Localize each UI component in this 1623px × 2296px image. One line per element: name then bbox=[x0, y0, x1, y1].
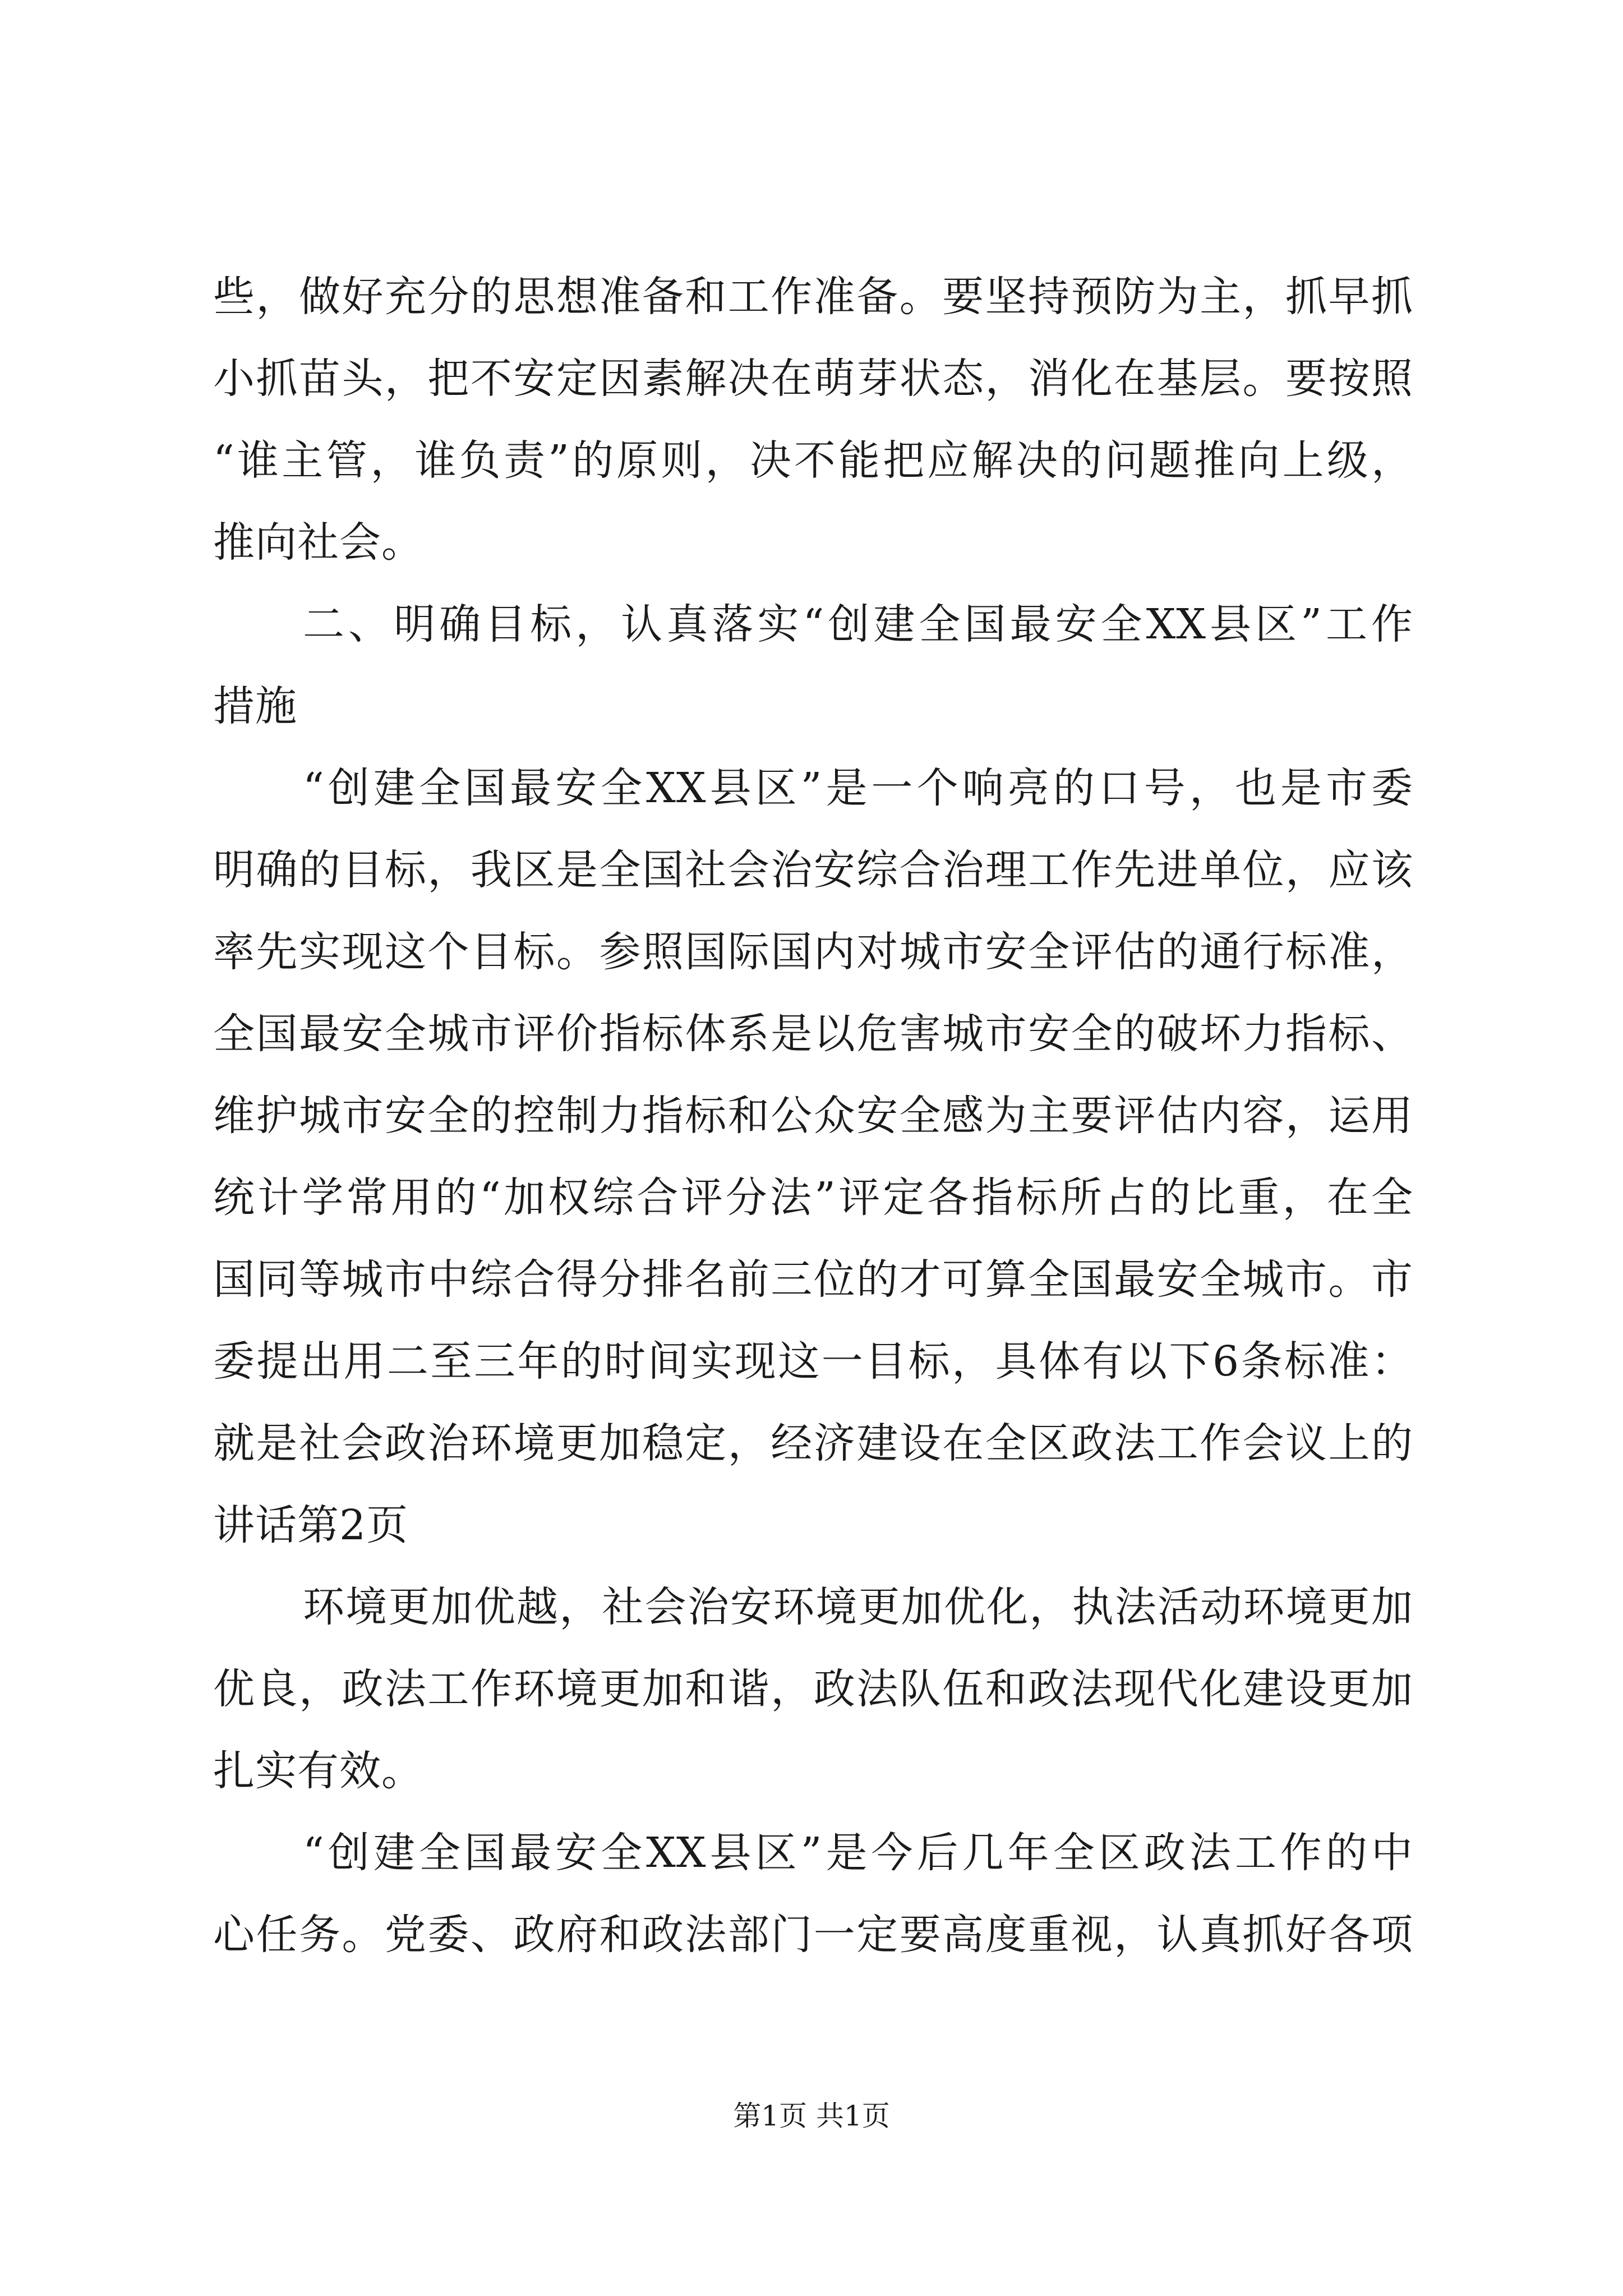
text-line: 环境更加优越，社会治安环境更加优化，执法活动环境更加 bbox=[303, 1583, 1413, 1631]
text-line: 推向社会。 bbox=[213, 518, 423, 567]
text-line: 全国最安全城市评价指标体系是以危害城市安全的破坏力指标、 bbox=[213, 1010, 1413, 1058]
text-line: 委提出用二至三年的时间实现这一目标，具体有以下6条标准： bbox=[213, 1337, 1413, 1386]
text-line: 维护城市安全的控制力指标和公众安全感为主要评估内容，运用 bbox=[213, 1092, 1413, 1140]
text-line: 明确的目标，我区是全国社会治安综合治理工作先进单位，应该 bbox=[213, 846, 1413, 894]
text-line: “创建全国最安全XX县区”是一个响亮的口号，也是市委 bbox=[303, 764, 1413, 812]
text-line: 讲话第2页 bbox=[213, 1501, 409, 1549]
text-line: 就是社会政治环境更加稳定，经济建设在全区政法工作会议上的 bbox=[213, 1419, 1413, 1467]
text-line: 些，做好充分的思想准备和工作准备。要坚持预防为主，抓早抓 bbox=[213, 273, 1413, 321]
text-line: 二、明确目标，认真落实“创建全国最安全XX县区”工作 bbox=[303, 600, 1413, 648]
text-line: 率先实现这个目标。参照国际国内对城市安全评估的通行标准， bbox=[213, 928, 1413, 976]
body-text bbox=[213, 256, 1413, 1976]
page-footer: 第1页 共1页 bbox=[733, 2100, 890, 2132]
text-line: 国同等城市中综合得分排名前三位的才可算全国最安全城市。市 bbox=[213, 1255, 1413, 1304]
text-line: 扎实有效。 bbox=[213, 1747, 423, 1795]
text-line: 措施 bbox=[213, 682, 297, 730]
text-line: 优良，政法工作环境更加和谐，政法队伍和政法现代化建设更加 bbox=[213, 1665, 1413, 1713]
text-line: 小抓苗头，把不安定因素解决在萌芽状态，消化在基层。要按照 bbox=[213, 355, 1413, 403]
text-line: 统计学常用的“加权综合评分法”评定各指标所占的比重，在全 bbox=[213, 1174, 1413, 1222]
text-line: “谁主管，谁负责”的原则，决不能把应解决的问题推向上级， bbox=[213, 436, 1413, 485]
text-line: “创建全国最安全XX县区”是今后几年全区政法工作的中 bbox=[303, 1829, 1413, 1877]
text-line: 心任务。党委、政府和政法部门一定要高度重视，认真抓好各项 bbox=[213, 1911, 1413, 1959]
